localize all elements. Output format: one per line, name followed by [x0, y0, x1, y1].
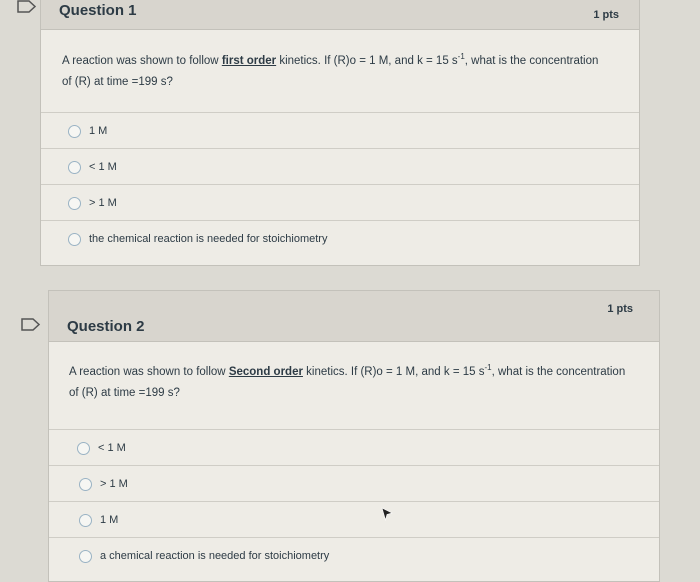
- answer-label: < 1 M: [98, 442, 126, 454]
- answer-label: the chemical reaction is needed for stoichiometry: [89, 233, 328, 245]
- question-1-answer-1[interactable]: [41, 112, 639, 149]
- question-2-points: 1 pts: [607, 303, 633, 315]
- question-1-answer-2[interactable]: [41, 148, 639, 185]
- answer-label: a chemical reaction is needed for stoichiometry: [100, 550, 330, 562]
- radio-button[interactable]: [68, 161, 81, 174]
- question-2-answer-4[interactable]: [49, 537, 659, 574]
- answer-label: 1 M: [89, 125, 108, 137]
- question-1-answer-4[interactable]: [41, 220, 639, 257]
- question-2-text: A reaction was shown to follow Second order kinetics. If (R)o = 1 M, and k = 15 $s^{-1}$, what is the concentration of (R) at time =199 s?: [69, 363, 626, 399]
- flag-question-2-icon[interactable]: [20, 318, 42, 331]
- radio-button[interactable]: [77, 442, 90, 455]
- radio-button[interactable]: [79, 514, 92, 527]
- question-1-card: [40, 0, 640, 266]
- question-2-header: [49, 291, 659, 342]
- question-2-title: Question 2: [67, 318, 145, 335]
- radio-button[interactable]: [79, 550, 92, 563]
- radio-button[interactable]: [79, 478, 92, 491]
- question-1-answer-3[interactable]: [41, 184, 639, 221]
- question-2-answer-1[interactable]: [49, 429, 659, 466]
- radio-button[interactable]: [68, 125, 81, 138]
- question-1-order-emphasis: first order: [221, 55, 277, 67]
- question-2-order-emphasis: Second order: [228, 366, 303, 378]
- question-2-card: [48, 290, 660, 582]
- flag-question-1-icon[interactable]: [16, 0, 38, 13]
- question-2-answer-3[interactable]: [49, 501, 659, 538]
- answer-label: > 1 M: [89, 197, 117, 209]
- question-1-text: A reaction was shown to follow first order kinetics. If (R)o = 1 M, and k = 15 $s^{-1}$, what is the concentration of (R) at time =199 s?: [62, 52, 599, 88]
- radio-button[interactable]: [68, 233, 81, 246]
- answer-label: > 1 M: [100, 478, 128, 490]
- question-1-points: 1 pts: [593, 9, 619, 21]
- radio-button[interactable]: [68, 197, 81, 210]
- answer-label: 1 M: [100, 514, 119, 526]
- question-2-answer-2[interactable]: [49, 465, 659, 502]
- question-1-title: Question 1: [59, 2, 137, 19]
- question-1-header: [41, 0, 639, 30]
- answer-label: < 1 M: [89, 161, 117, 173]
- mouse-pointer-icon: [381, 507, 393, 526]
